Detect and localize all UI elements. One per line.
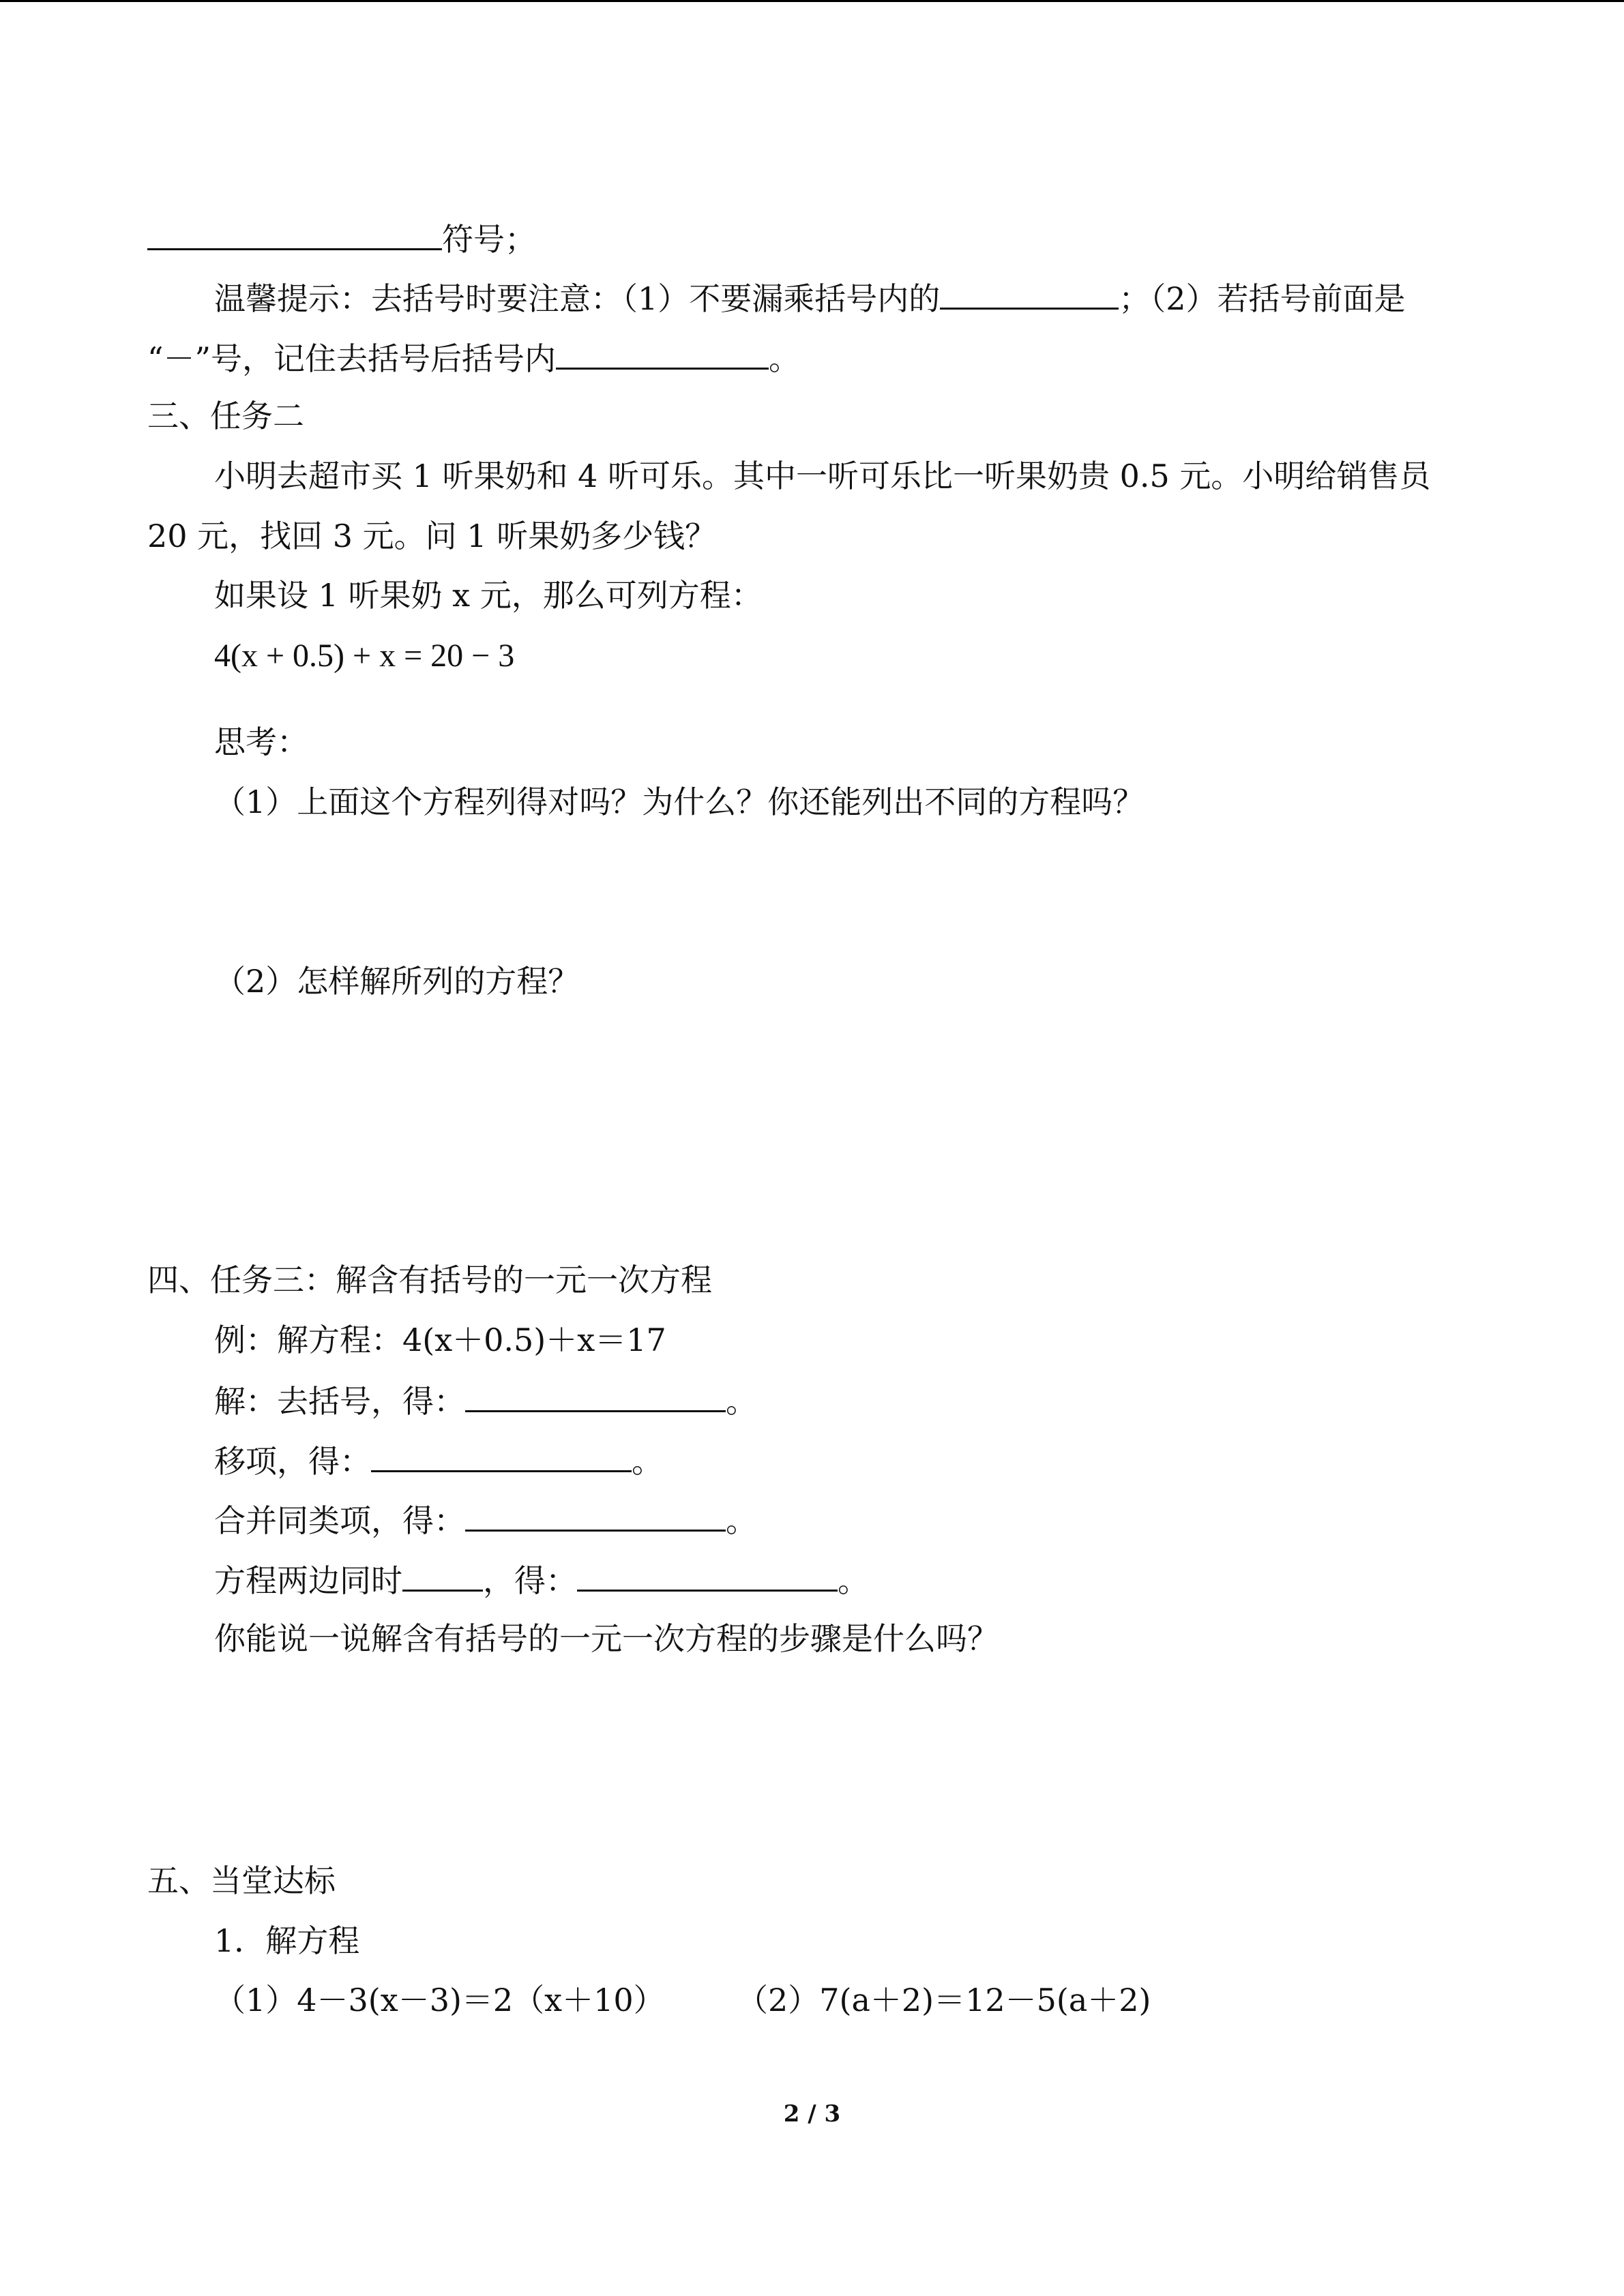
- text: 。: [769, 340, 801, 377]
- text: 合并同类项，得：: [214, 1502, 465, 1539]
- text: 方程两边同时: [214, 1562, 402, 1599]
- task2-paragraph-2: 20 元，找回 3 元。问 1 听果奶多少钱？: [147, 518, 717, 554]
- step-remove-brackets: [214, 1379, 757, 1422]
- text: 温馨提示：去括号时要注意：（1）不要漏乘括号内的: [214, 280, 941, 317]
- step-combine: [214, 1498, 757, 1541]
- fill-blank[interactable]: [465, 1379, 726, 1412]
- text: 。: [726, 1502, 757, 1539]
- exercise-1-a: （1）4－3(x－3)＝2（x＋10）: [214, 1982, 665, 2018]
- tip-line: [214, 276, 1406, 319]
- tip-line-2: [147, 336, 800, 379]
- section-title-task3: 四、任务三：解含有括号的一元一次方程: [147, 1262, 712, 1298]
- think-question-2: （2）怎样解所列的方程？: [214, 963, 580, 1000]
- section-title-practice: 五、当堂达标: [147, 1862, 336, 1899]
- step-divide: [214, 1558, 869, 1601]
- section-title-task2: 三、任务二: [147, 398, 304, 434]
- think-question-1: （1）上面这个方程列得对吗？为什么？你还能列出不同的方程吗？: [214, 784, 1145, 820]
- fill-blank[interactable]: [940, 276, 1119, 310]
- text: ，得：: [483, 1562, 577, 1599]
- step-transpose: [214, 1439, 663, 1482]
- text: 。: [632, 1443, 663, 1480]
- exercise-1-b: （2）7(a＋2)＝12－5(a＋2): [737, 1982, 1151, 2018]
- page-number: 2 / 3: [783, 2100, 841, 2128]
- text: 符号；: [442, 221, 536, 258]
- text: 。: [838, 1562, 869, 1599]
- equation-main: 4(x + 0.5) + x = 20 − 3: [214, 638, 515, 674]
- fill-blank[interactable]: [371, 1439, 632, 1472]
- example-equation: 例：解方程：4(x＋0.5)＋x＝17: [214, 1322, 666, 1358]
- fill-blank[interactable]: [402, 1558, 483, 1592]
- fill-blank[interactable]: [577, 1558, 838, 1592]
- text: ；（2）若括号前面是: [1119, 280, 1406, 317]
- page-top-border: [0, 0, 1624, 2]
- text: 。: [726, 1383, 757, 1420]
- fill-blank[interactable]: [147, 217, 442, 250]
- fill-blank[interactable]: [556, 336, 769, 370]
- text: 解：去括号，得：: [214, 1383, 465, 1420]
- fill-blank[interactable]: [465, 1498, 726, 1532]
- steps-question: 你能说一说解含有括号的一元一次方程的步骤是什么吗？: [214, 1620, 999, 1657]
- text: “－”号，记住去括号后括号内: [147, 340, 557, 377]
- think-label: 思考：: [214, 724, 308, 760]
- text: 移项，得：: [214, 1443, 371, 1480]
- task2-paragraph-1: 小明去超市买 1 听果奶和 4 听可乐。其中一听可乐比一听果奶贵 0.5 元。小明给销售员: [214, 458, 1431, 494]
- task2-paragraph-3: 如果设 1 听果奶 x 元，那么可列方程：: [214, 577, 763, 614]
- line-symbol: [147, 217, 536, 260]
- exercise-1-title: 1．解方程: [214, 1922, 360, 1959]
